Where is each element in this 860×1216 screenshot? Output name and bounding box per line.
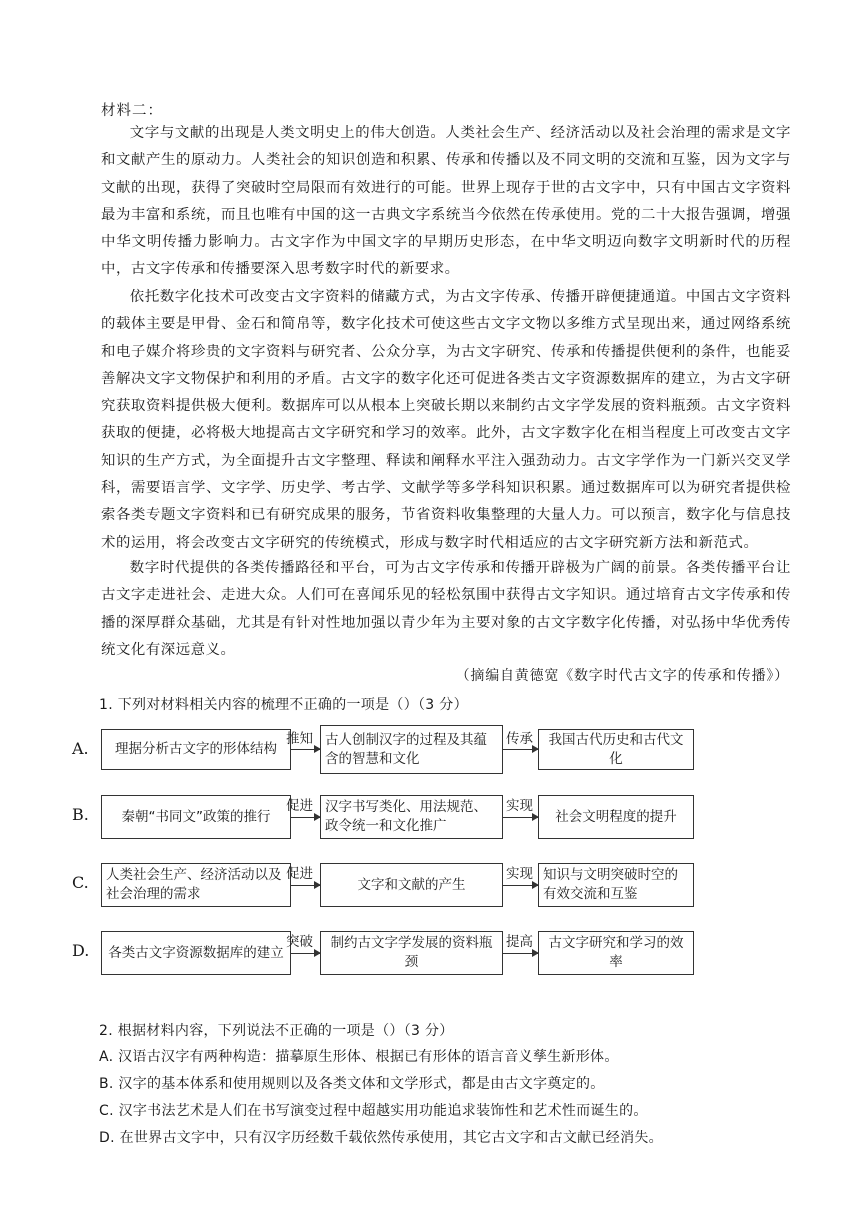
option-b-flow (72, 795, 702, 839)
flow-box-1: 各类古文字资源数据库的建立 (101, 931, 291, 975)
material-source: （摘编自黄德宽《数字时代古文字的传承和传播》） (455, 668, 789, 684)
option-letter: D. (72, 941, 90, 960)
option-c-flow (72, 863, 702, 907)
flow-box-3: 知识与文明突破时空的有效交流和互鉴 (538, 863, 694, 907)
question-1-prompt: 1. 下列对材料相关内容的梳理不正确的一项是（）（3 分） (99, 697, 468, 713)
flow-arrow (291, 885, 320, 886)
flow-link-label: 促进 (286, 798, 313, 814)
material-paragraph-2: 依托数字化技术可改变古文字资料的储藏方式，为古文字传承、传播开辟便捷通道。中国古文字资料的载体主要是甲骨、金石和简帛等，数字化技术可使这些古文字文物以多维方式呈现出来，通过网络系统和电子媒介将珍贵的文字资料与研究者、公众分享，为古文字研究、传承和传播提供便利的条件，也能妥善解决文字文物保护和利用的矛盾。古文字的数字化还可促进各类古文字资源数据库的建立，为古文字研究获取资料提供极大便利。数据库可以从根本上突破长期以来制约古文字学发展的资料瓶颈。古文字资料获取的便捷，必将极大地提高古文字研究和学习的效率。此外，古文字数字化在相当程度上可改变古文字知识的生产方式，为全面提升古文字整理、释读和阐释水平注入强劲动力。古文字学作为一门新兴交叉学科，需要语言学、文字学、历史学、考古学、文献学等多学科知识积累。通过数据库可以为研究者提供检索各类专题文字资料和已有研究成果的服务，节省资料收集整理的大量人力。可以预言，数字化与信息技术的运用，将会改变古文字研究的传统模式，形成与数字时代相适应的古文字研究新方法和新范式。 (101, 289, 791, 551)
flow-box-1: 秦朝“书同文”政策的推行 (101, 795, 291, 839)
flow-link-label: 突破 (286, 934, 313, 950)
flow-link-label: 提高 (506, 934, 533, 950)
flow-box-3: 社会文明程度的提升 (538, 795, 694, 839)
flow-box-2: 文字和文献的产生 (320, 863, 503, 907)
flow-link-label: 实现 (506, 798, 533, 814)
flow-box-3: 古文字研究和学习的效率 (538, 931, 694, 975)
flow-box-1: 理据分析古文字的形体结构 (101, 729, 291, 770)
question-2-prompt: 2. 根据材料内容，下列说法不正确的一项是（）（3 分） (99, 1023, 454, 1039)
flow-arrow (503, 749, 538, 750)
flow-link-label: 实现 (506, 866, 533, 882)
question-2-choice-a: A. 汉语古汉字有两种构造：描摹原生形体、根据已有形体的语言音义孳生新形体。 (99, 1049, 619, 1065)
question-2-choice-d: D. 在世界古文字中，只有汉字历经数千载依然传承使用，其它古文字和古文献已经消失。 (99, 1130, 663, 1146)
flow-arrow (503, 885, 538, 886)
flow-box-3: 我国古代历史和古代文化 (538, 729, 694, 770)
flow-arrow (503, 817, 538, 818)
option-letter: A. (72, 739, 89, 758)
flow-link-label: 传承 (506, 731, 533, 747)
flow-link-label: 推知 (286, 731, 313, 747)
flow-link-label: 促进 (286, 866, 313, 882)
material-paragraph-3: 数字时代提供的各类传播路径和平台，可为古文字传承和传播开辟极为广阔的前景。各类传播平台让古文字走进社会、走进大众。人们可在喜闻乐见的轻松氛围中获得古文字知识。通过培育古文字传承和传播的深厚群众基础，尤其是有针对性地加强以青少年为主要对象的古文字数字化传播，对弘扬中华优秀传统文化有深远意义。 (101, 560, 791, 658)
flow-box-2: 古人创制汉字的过程及其蕴含的智慧和文化 (320, 725, 503, 774)
option-a-flow (72, 729, 702, 773)
question-2-choice-b: B. 汉字的基本体系和使用规则以及各类文体和文学形式，都是由古文字奠定的。 (99, 1076, 605, 1092)
option-letter: B. (72, 805, 89, 824)
flow-arrow (291, 953, 320, 954)
material-heading: 材料二： (101, 103, 163, 119)
flow-box-2: 制约古文字学发展的资料瓶颈 (320, 931, 503, 975)
option-letter: C. (72, 873, 89, 892)
flow-arrow (291, 817, 320, 818)
flow-arrow (503, 953, 538, 954)
material-paragraph-1: 文字与文献的出现是人类文明史上的伟大创造。人类社会生产、经济活动以及社会治理的需求是文字和文献产生的原动力。人类社会的知识创造和积累、传承和传播以及不同文明的交流和互鉴，因为文字与文献的出现，获得了突破时空局限而有效进行的可能。世界上现存于世的古文字中，只有中国古文字资料最为丰富和系统，而且也唯有中国的这一古典文字系统当今依然在传承使用。党的二十大报告强调，增强中华文明传播力影响力。古文字作为中国文字的早期历史形态，在中华文明迈向数字文明新时代的历程中，古文字传承和传播要深入思考数字时代的新要求。 (101, 125, 791, 278)
flow-box-1: 人类社会生产、经济活动以及社会治理的需求 (101, 863, 291, 907)
flow-box-2: 汉字书写类化、用法规范、政令统一和文化推广 (320, 795, 503, 839)
question-2-choice-c: C. 汉字书法艺术是人们在书写演变过程中超越实用功能追求装饰性和艺术性而诞生的。 (99, 1103, 648, 1119)
flow-arrow (291, 749, 320, 750)
option-d-flow (72, 931, 702, 975)
